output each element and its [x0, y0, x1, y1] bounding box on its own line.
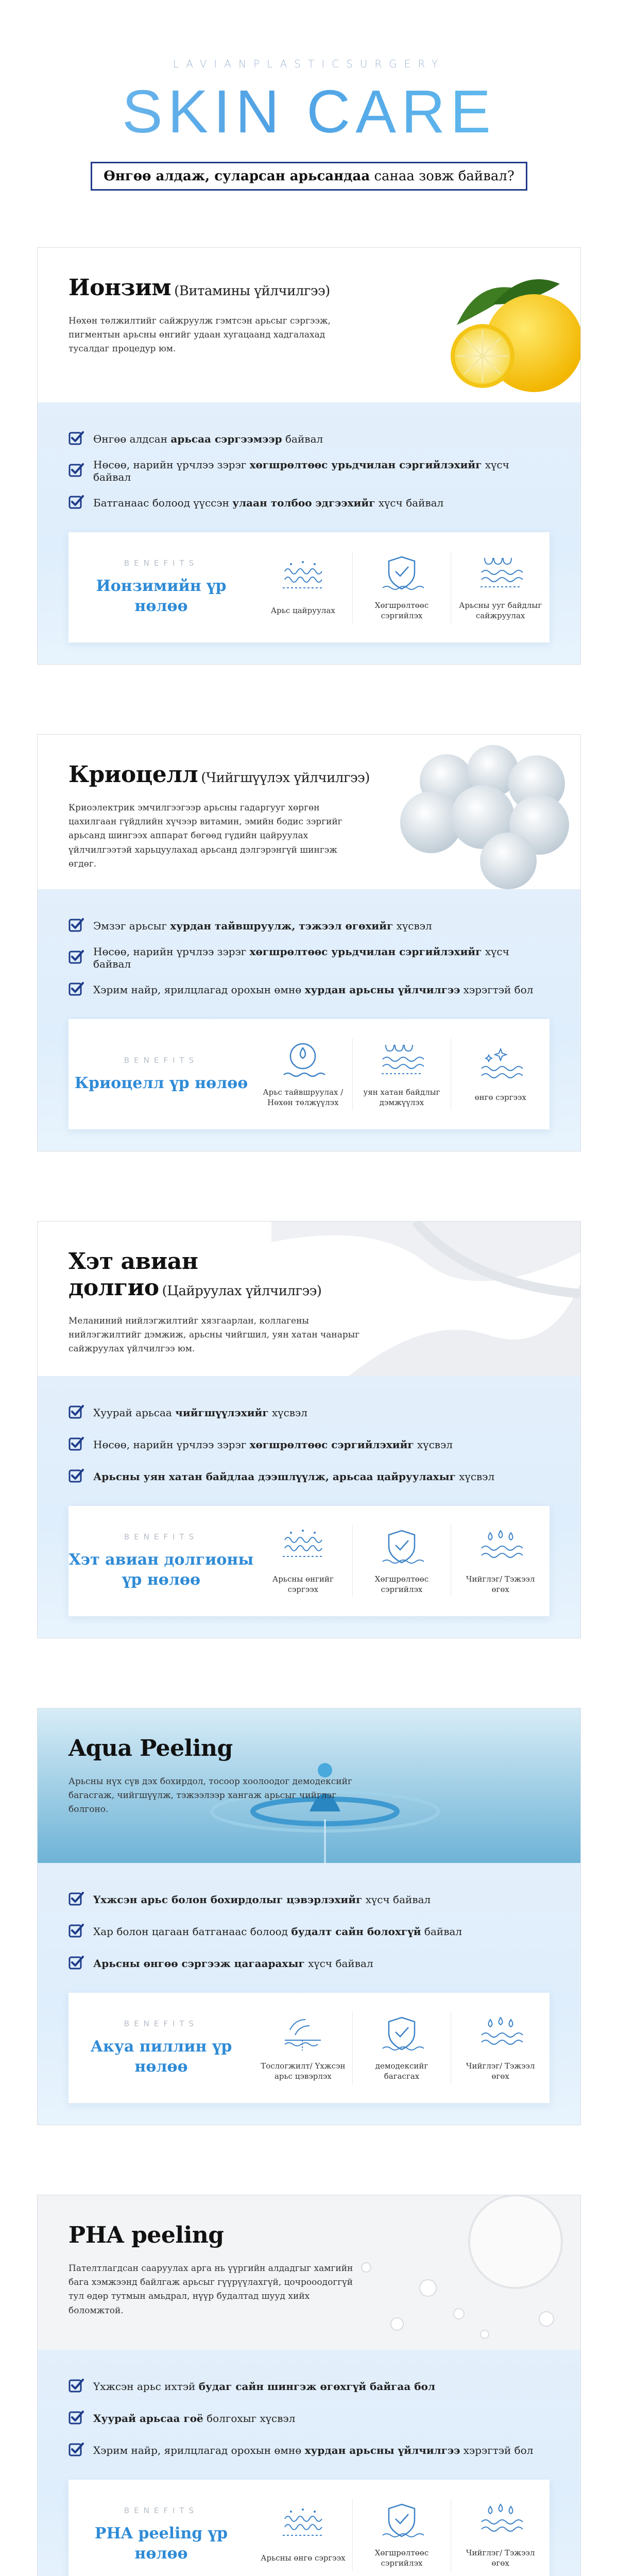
droplet-icon	[280, 1041, 326, 1082]
benefit-item	[254, 2012, 352, 2084]
section-intro	[38, 735, 580, 889]
water-drops-icon	[477, 2501, 524, 2543]
benefit-label: өнгө сэргээх	[474, 1092, 526, 1102]
benefit-item	[451, 2499, 550, 2571]
benefit-label: Арьс цайруулах	[270, 605, 335, 615]
benefit-label: Арьсны ууг байдлыг сайжруулах	[459, 600, 542, 620]
section-description: Криоэлектрик эмчилгээгээр арьсны гадаргууг хөргөн цахилгаан гүйдлийн хүчээр витамин, эмийн бодис зэргийг арьсанд шингээх аппарат бөгөөд гүдийн цайруулах үйлчилгээтэй харьцуулахад арьсанд дэлгэрэнгүй шингэж өгдөг.	[68, 803, 342, 869]
section-description: Арьсны нүх сүв дэх бохирдол, тосоор хоолоодог демодексийг багасгаж, чийгшүүлж, тэжээлээр хангаж арьсыг чийглэг болгоно.	[68, 1776, 352, 1815]
benefit-check-row	[68, 974, 550, 1006]
treatment-section	[37, 1221, 581, 1638]
benefit-item	[451, 2012, 550, 2084]
checkbox-icon	[68, 949, 93, 967]
section-title: Aqua Peeling	[68, 1735, 233, 1761]
benefit-item	[352, 551, 451, 623]
checkbox-icon	[68, 981, 93, 999]
benefit-item	[451, 551, 550, 623]
section-title: PHA peeling	[68, 2222, 224, 2248]
section-intro	[38, 1222, 580, 1376]
check-text: Хуурай арьсаа чийгшүүлэхийг хүсвэл	[93, 1406, 307, 1419]
check-text: Нөсөө, нарийн үрчлээ зэрэг хөгшрөлтөөс урьдчилан сэргийлэхийг хүсч байвал	[93, 459, 509, 483]
section-intro	[38, 1708, 580, 1863]
water-drops-icon	[477, 1528, 524, 1569]
benefit-check-row	[68, 455, 550, 487]
check-text: Хэрим найр, ярилцлагад орохын өмнө хурдан арьсны үйлчилгээ хэрэгтэй бол	[93, 984, 534, 996]
benefit-check-row	[68, 1884, 550, 1916]
section-benefits-panel	[38, 2350, 580, 2576]
benefit-check-row	[68, 1916, 550, 1947]
section-title: Криоцелл (Чийгшүүлэх үйлчилгээ)	[68, 761, 370, 788]
benefit-item	[254, 1038, 352, 1110]
benefits-caption: BENEFITS	[124, 1532, 199, 1541]
check-text: Үхжсэн арьс ихтэй будаг сайн шингэж өгөхгүй байгаа бол	[93, 2380, 436, 2393]
page-header	[0, 0, 618, 227]
treatment-section	[37, 2195, 581, 2576]
check-text: Хуурай арьсаа гоё болгохыг хүсвэл	[93, 2412, 296, 2425]
benefit-label: Хөгшрөлтөөс сэргийлэх	[374, 2548, 429, 2568]
checkbox-icon	[68, 1468, 93, 1486]
benefit-check-row	[68, 1429, 550, 1461]
checkbox-icon	[68, 1404, 93, 1422]
benefit-item	[254, 1525, 352, 1597]
benefit-item	[352, 1038, 451, 1110]
section-description: Меланиний нийлэгжилтийг хязгаарлан, коллагены нийлэгжилтийг дэмжиж, арьсны чийгшил, уян хатан чанарыг сайжруулах үйлчилгээ юм.	[68, 1316, 360, 1354]
check-text: Нөсөө, нарийн үрчлээ зэрэг хөгшрөлтөөс урьдчилан сэргийлэхийг хүсч байвал	[93, 945, 509, 970]
skin-layer-icon	[379, 1041, 425, 1082]
tagline-rest: санаа зовж байвал?	[370, 168, 514, 184]
benefits-caption: BENEFITS	[124, 2019, 199, 2028]
section-description: Нөхөн төлжилтийг сайжруулж гэмтсэн арьсыг сэргээж, пигментын арьсны өнгийг удаан хугацаанд хадгалахад тусалдаг процедур юм.	[68, 316, 331, 354]
check-text: Үхжсэн арьс болон бохирдолыг цэвэрлэхийг хүсч байвал	[93, 1893, 431, 1906]
shield-check-icon	[379, 2014, 425, 2056]
checkbox-icon	[68, 2410, 93, 2428]
section-title: Ионзим (Витамины үйлчилгээ)	[68, 275, 330, 301]
skin-layer-icon	[477, 554, 524, 595]
benefits-card	[68, 2480, 550, 2576]
page-title: SKIN CARE	[0, 81, 618, 142]
checkbox-icon	[68, 1436, 93, 1454]
shield-check-icon	[379, 2501, 425, 2543]
section-description: Пателтлагдсан сааруулах арга нь үүргийн алдадгыг хамгийн бага хэмжээнд байлгаж арьсыг гүүрүүлахгүй, цочрооодоггүй тул өдөр тутмын амьдрал, нүүр будалтад шууд хийх боломжтой.	[68, 2263, 353, 2316]
benefits-caption: BENEFITS	[124, 1055, 199, 1065]
check-text: Өнгөө алдсан арьсаа сэргээмээр байвал	[93, 433, 323, 445]
benefit-check-row	[68, 1947, 550, 1979]
section-subtitle: (Чийгшүүлэх үйлчилгээ)	[201, 770, 370, 786]
benefit-check-row	[68, 2434, 550, 2466]
checkbox-icon	[68, 2442, 93, 2460]
benefit-check-row	[68, 910, 550, 942]
benefit-check-row	[68, 2370, 550, 2402]
ice-cubes-image	[354, 735, 580, 889]
section-benefits-panel	[38, 1863, 580, 2125]
benefit-check-row	[68, 1461, 550, 1493]
benefit-check-row	[68, 423, 550, 455]
section-title: Хэт авиан долгио (Цайруулах үйлчилгээ)	[68, 1248, 322, 1301]
tagline-bold: Өнгөө алдаж, суларсан арьсандаа	[104, 168, 370, 184]
checkbox-icon	[68, 1891, 93, 1909]
checkbox-icon	[68, 917, 93, 935]
benefit-label: Чийглэг/ Тэжээл өгөх	[466, 1574, 535, 1594]
water-drops-icon	[477, 2014, 524, 2056]
check-text: Хар болон цагаан батганаас болоод будалт сайн болохгүй байвал	[93, 1925, 462, 1938]
section-intro	[38, 2195, 580, 2350]
section-benefits-panel	[38, 402, 580, 664]
benefit-item	[254, 551, 352, 623]
benefits-title: Хэт авиан долгионы үр нөлөө	[68, 1551, 254, 1589]
section-benefits-panel	[38, 1376, 580, 1638]
check-text: Хэрим найр, ярилцлагад орохын өмнө хурдан арьсны үйлчилгээ хэрэгтэй бол	[93, 2444, 534, 2456]
checkbox-icon	[68, 462, 93, 480]
section-subtitle: (Цайруулах үйлчилгээ)	[162, 1283, 322, 1299]
benefit-label: Чийглэг/ Тэжээл өгөх	[466, 2061, 535, 2081]
section-subtitle: (Витамины үйлчилгээ)	[174, 283, 330, 299]
tagline-box	[91, 162, 527, 191]
benefit-item	[451, 1038, 550, 1110]
benefits-title: Ионзимийн үр нөлөө	[96, 577, 227, 615]
benefit-item	[451, 1525, 550, 1597]
benefit-label: Арьс тайвшруулах / Нөхөн төлжүүлэх	[263, 1087, 344, 1107]
benefits-title: Акуа пиллин үр нөлөө	[90, 2038, 232, 2076]
brand-name: LAVIANPLASTICSURGERY	[173, 58, 445, 70]
benefits-caption: BENEFITS	[124, 2506, 199, 2515]
checkbox-icon	[68, 1923, 93, 1941]
benefit-item	[352, 1525, 451, 1597]
benefit-label: Чийглэг/ Тэжээл өгөх	[466, 2548, 535, 2568]
benefit-check-row	[68, 2402, 550, 2434]
benefit-check-row	[68, 1397, 550, 1429]
check-text: Арьсны өнгөө сэргээж цагаарахыг хүсч байвал	[93, 1957, 373, 1970]
benefit-check-row	[68, 487, 550, 519]
benefit-label: Хөгшрөлтөөс сэргийлэх	[374, 1574, 429, 1594]
benefit-label: Хөгшрөлтөөс сэргийлэх	[374, 600, 429, 620]
check-text: Батганаас болоод үүссэн улаан толбоо эдгээхийг хүсч байвал	[93, 497, 444, 509]
skin-wave-icon	[280, 1528, 326, 1569]
benefits-caption: BENEFITS	[124, 558, 199, 568]
check-text: Арьсны уян хатан байдлаа дээшлүүлж, арьсаа цайруулахыг хүсвэл	[93, 1470, 495, 1483]
treatment-section	[37, 1708, 581, 2125]
benefit-label: уян хатан байдлыг дэмжүүлэх	[363, 1087, 440, 1107]
checkbox-icon	[68, 494, 93, 512]
check-text: Эмзэг арьсыг хурдан тайвшруулж, тэжээл өгөхийг хүсвэл	[93, 920, 432, 932]
benefits-card	[68, 1993, 550, 2103]
shield-check-icon	[379, 554, 425, 595]
section-benefits-panel	[38, 889, 580, 1151]
benefit-item	[352, 2012, 451, 2084]
benefits-card	[68, 532, 550, 642]
benefit-label: демодексийг багасгах	[375, 2061, 428, 2081]
lemon-image	[364, 248, 580, 402]
follicle-icon	[280, 2014, 326, 2056]
checkbox-icon	[68, 1955, 93, 1973]
shield-check-icon	[379, 1528, 425, 1569]
benefits-title: PHA peeling үр нөлөө	[94, 2524, 228, 2563]
benefits-title: Криоцелл үр нөлөө	[74, 1074, 248, 1092]
check-text: Нөсөө, нарийн үрчлээ зэрэг хөгшрөлтөөс сэргийлэхийг хүсвэл	[93, 1438, 453, 1451]
benefit-label: Арьсны өнгийг сэргээх	[272, 1574, 334, 1594]
sparkle-icon	[477, 1046, 524, 1087]
checkbox-icon	[68, 2378, 93, 2396]
skin-wave-icon	[280, 2506, 326, 2548]
benefits-card	[68, 1506, 550, 1616]
benefits-card	[68, 1019, 550, 1129]
checkbox-icon	[68, 430, 93, 448]
benefit-item	[254, 2499, 352, 2571]
benefit-label: Тослогжилт/ Үхжсэн арьс цэвэрлэх	[261, 2061, 346, 2081]
treatment-section	[37, 734, 581, 1151]
skin-wave-icon	[280, 559, 326, 600]
benefit-check-row	[68, 942, 550, 974]
benefit-label: Арьсны өнгө сэргээх	[261, 2553, 346, 2563]
treatment-section	[37, 247, 581, 665]
benefit-item	[352, 2499, 451, 2571]
section-intro	[38, 248, 580, 402]
